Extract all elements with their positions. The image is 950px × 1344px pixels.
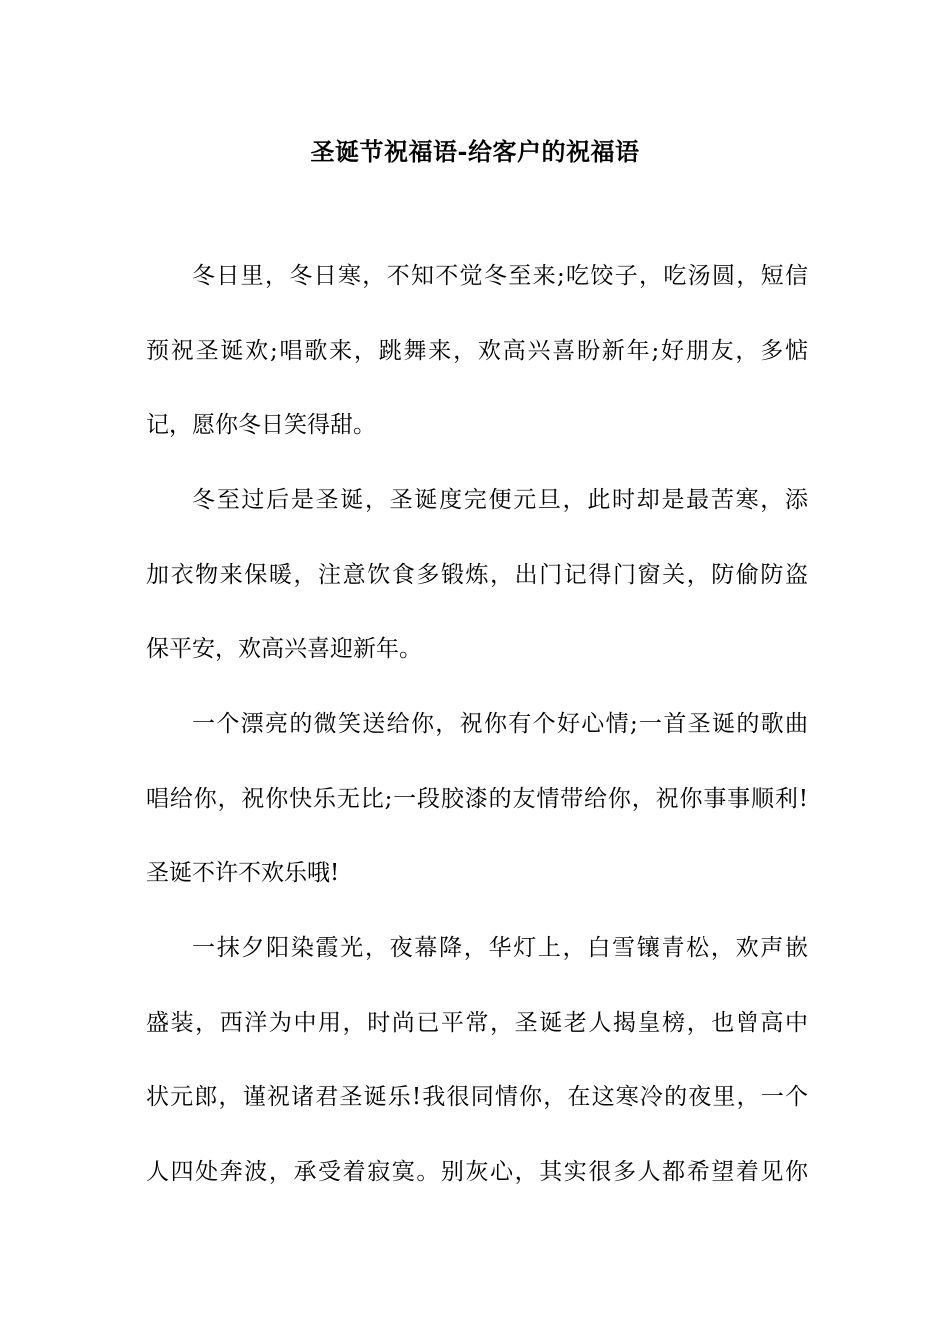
paragraph-3-line-3: 圣诞不许不欢乐哦!: [146, 860, 340, 886]
paragraph-3-line-1: 一个漂亮的微笑送给你，祝你有个好心情;一首圣诞的歌曲: [192, 711, 808, 737]
paragraph-1-line-1: 冬日里，冬日寒，不知不觉冬至来;吃饺子，吃汤圆，短信: [192, 263, 808, 289]
paragraph-2-line-1: 冬至过后是圣诞，圣诞度完便元旦，此时却是最苦寒，添: [192, 487, 808, 513]
paragraph-4-line-1: 一抹夕阳染霞光，夜幕降，华灯上，白雪镶青松，欢声嵌: [192, 935, 808, 961]
document-title: 圣诞节祝福语-给客户的祝福语: [310, 137, 640, 166]
paragraph-3-line-2: 唱给你，祝你快乐无比;一段胶漆的友情带给你，祝你事事顺利!: [146, 786, 808, 812]
paragraph-2-line-3: 保平安，欢高兴喜迎新年。: [146, 636, 422, 662]
paragraph-4-line-4: 人四处奔波，承受着寂寞。别灰心，其实很多人都希望着见你: [146, 1159, 808, 1185]
paragraph-4-line-3: 状元郎，谨祝诸君圣诞乐!我很同情你，在这寒冷的夜里，一个: [146, 1084, 808, 1110]
paragraph-1-line-2: 预祝圣诞欢;唱歌来，跳舞来，欢高兴喜盼新年;好朋友，多惦: [146, 338, 808, 364]
paragraph-2-line-2: 加衣物来保暖，注意饮食多锻炼，出门记得门窗关，防偷防盗: [146, 562, 808, 588]
paragraph-1-line-3: 记，愿你冬日笑得甜。: [146, 412, 376, 438]
paragraph-4-line-2: 盛装，西洋为中用，时尚已平常，圣诞老人揭皇榜，也曾高中: [146, 1010, 808, 1036]
